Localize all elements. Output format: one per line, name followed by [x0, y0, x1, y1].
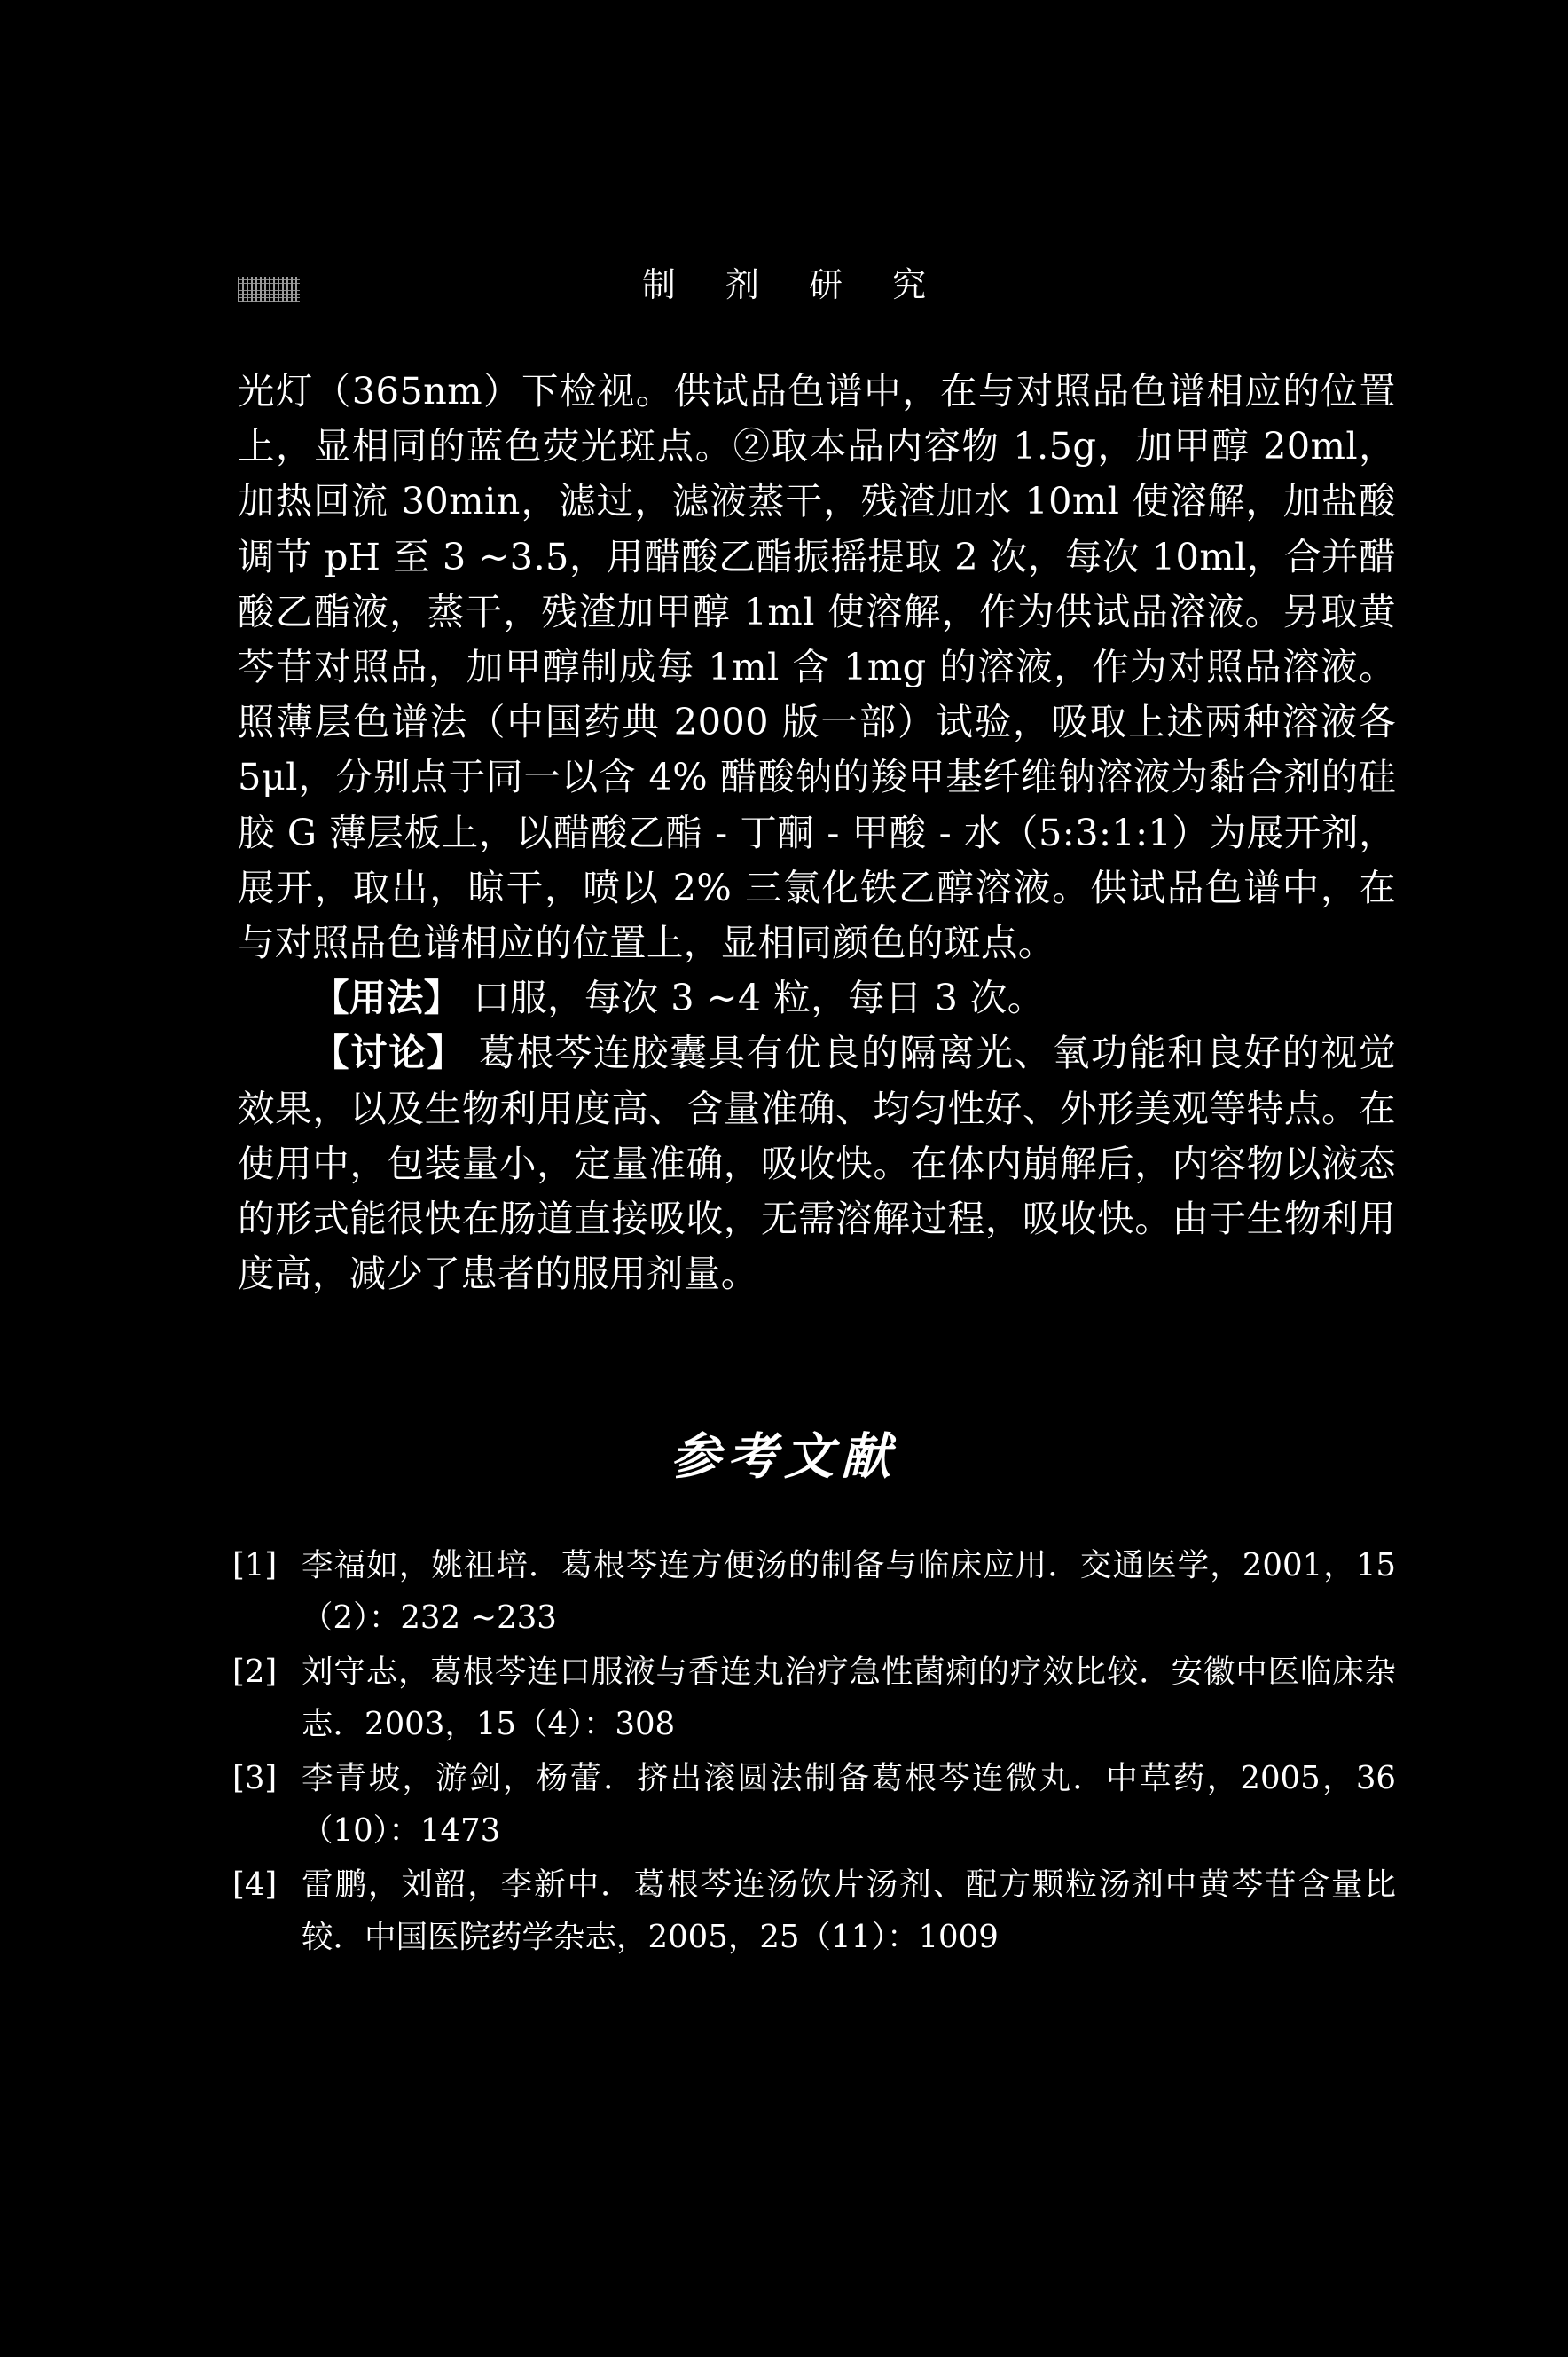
reference-text: 李青坡，游剑，杨蕾．挤出滚圆法制备葛根芩连微丸．中草药，2005，36（10）：1473 [302, 1760, 1396, 1849]
reference-text: 雷鹏，刘韶，李新中．葛根芩连汤饮片汤剂、配方颗粒汤剂中黄芩苷含量比较．中国医院药学杂志，2005，25（11）：1009 [302, 1866, 1396, 1955]
running-header: 制 剂 研 究 [641, 265, 946, 304]
paragraph-identification: 光灯（365nm）下检视。供试品色谱中，在与对照品色谱相应的位置上，显相同的蓝色荧光斑点。②取本品内容物 1.5g，加甲醇 20ml，加热回流 30min，滤过，滤液蒸干，残渣加水 10ml 使溶解，加盐酸调节 pH 至 3 ~3.5，用醋酸乙酯振摇提取 2 次，每次 10ml，合并醋酸乙酯液，蒸干，残渣加甲醇 1ml 使溶解，作为供试品溶液。另取黄芩苷对照品，加甲醇制成每 1ml 含 1mg 的溶液，作为对照品溶液。照薄层色谱法（中国药典 2000 版一部）试验，吸取上述两种溶液各 5μl，分别点于同一以含 4% 醋酸钠的羧甲基纤维钠溶液为黏合剂的硅胶 G 薄层板上，以醋酸乙酯 - 丁酮 - 甲酸 - 水（5:3:1:1）为展开剂，展开，取出，晾干，喷以 2% 三氯化铁乙醇溶液。供试品色谱中，在与对照品色谱相应的位置上，显相同颜色的斑点。 [238, 369, 1396, 965]
usage-label: 【用法】 [312, 976, 461, 1020]
body-text [238, 364, 1396, 1301]
paragraph-usage [238, 970, 1396, 1025]
paragraph-discussion [238, 1025, 1396, 1301]
reference-number: [2] [232, 1654, 278, 1690]
discussion-text: 葛根芩连胶囊具有优良的隔离光、氧功能和良好的视觉效果，以及生物利用度高、含量准确、均匀性好、外形美观等特点。在使用中，包装量小，定量准确，吸收快。在体内崩解后，内容物以液态的形式能很快在肠道直接吸收，无需溶解过程，吸收快。由于生物利用度高，减少了患者的服用剂量。 [238, 1031, 1396, 1296]
reference-item [232, 1646, 1396, 1750]
reference-number: [4] [232, 1866, 278, 1903]
reference-text: 刘守志，葛根芩连口服液与香连丸治疗急性菌痢的疗效比较．安徽中医临床杂志．2003，15（4）：308 [302, 1654, 1396, 1742]
reference-list [232, 1539, 1396, 1965]
reference-number: [3] [232, 1760, 278, 1796]
references-heading: 参考文献 [670, 1427, 898, 1486]
reference-item [232, 1858, 1396, 1963]
discussion-label: 【讨论】 [312, 1031, 466, 1075]
reference-item [232, 1752, 1396, 1857]
reference-text: 李福如，姚祖培．葛根芩连方便汤的制备与临床应用．交通医学，2001，15（2）：232 ~233 [302, 1547, 1396, 1636]
usage-text: 口服，每次 3 ~4 粒，每日 3 次。 [460, 976, 1045, 1020]
reference-number: [1] [232, 1547, 278, 1583]
reference-item [232, 1539, 1396, 1644]
